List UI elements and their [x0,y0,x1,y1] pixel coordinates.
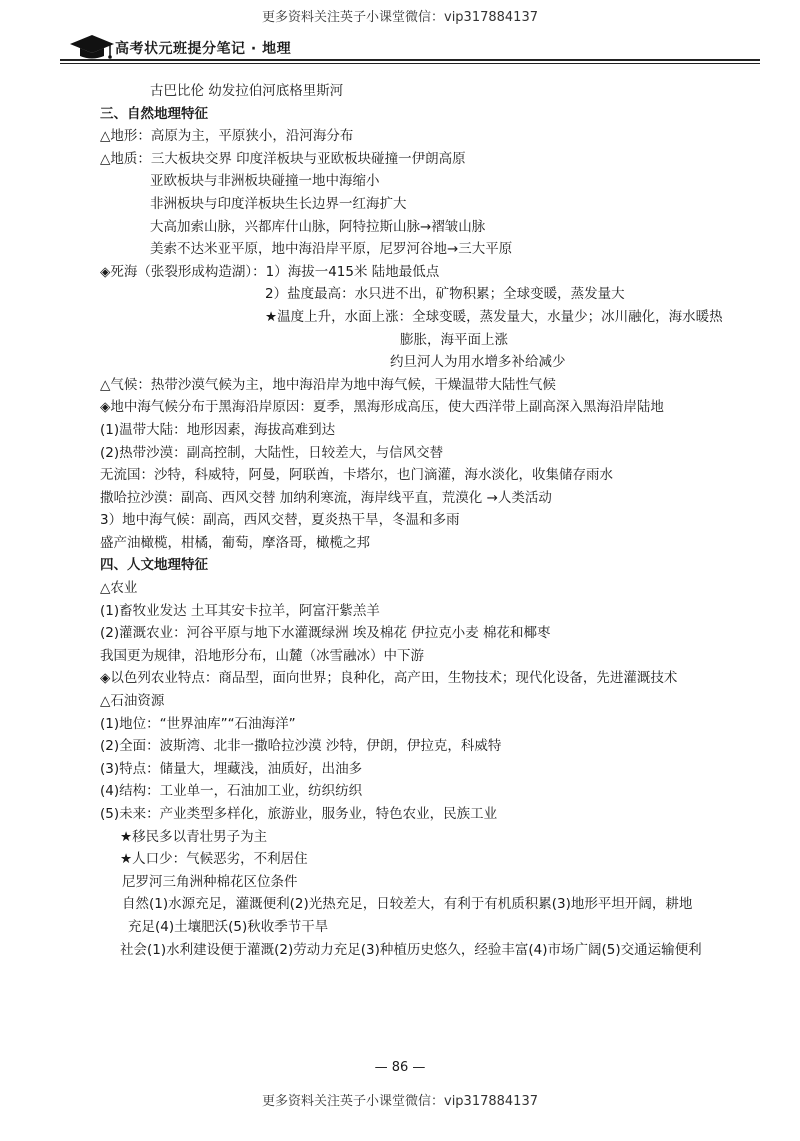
page-header [60,28,760,62]
text-line: (2)全面：波斯湾、北非一撒哈拉沙漠 沙特，伊朗，伊拉克，科威特 [100,738,502,755]
text-line: △农业 [100,580,138,597]
text-line: 社会(1)水利建设便于灌溉(2)劳动力充足(3)种植历史悠久，经验丰富(4)市场广阔(5)交通运输便利 [120,941,702,958]
text-line: (1)地位：“世界油库”“石油海洋” [100,715,296,732]
text-line: ★人口少：气候恶劣，不利居住 [120,851,308,868]
text-line: 2）盐度最高：水只进不出，矿物积累；全球变暖，蒸发量大 [265,286,625,303]
section-heading: 四、人文地理特征 [100,557,208,574]
text-line: 尼罗河三角洲种棉花区位条件 [122,873,298,890]
text-line: 撒哈拉沙漠：副高、西风交替 加纳利寒流，海岸线平直，荒漠化 →人类活动 [100,489,552,506]
text-line: △气候：热带沙漠气候为主，地中海沿岸为地中海气候，干燥温带大陆性气候 [100,376,556,393]
text-line: 充足(4)土壤肥沃(5)秋收季节干旱 [128,918,329,935]
text-line: 盛产油橄榄，柑橘，葡萄，摩洛哥，橄榄之邦 [100,534,370,551]
text-line: 非洲板块与印度洋板块生长边界一红海扩大 [150,195,407,212]
graduation-cap-icon [68,32,116,60]
text-line: ◈地中海气候分布于黑海沿岸原因：夏季，黑海形成高压，使大西洋带上副高深入黑海沿岸陆地 [100,399,664,416]
header-title: 高考状元班提分笔记 · 地理 [115,41,292,57]
text-line: ◈死海（张裂形成构造湖）：1）海拔一415米 陆地最低点 [100,263,440,280]
text-line: ◈以色列农业特点：商品型，面向世界；良种化，高产田，生物技术；现代化设备，先进灌溉技术 [100,670,678,687]
text-line: 我国更为规律，沿地形分布，山麓（冰雪融冰）中下游 [100,647,424,664]
notes-body [100,80,740,961]
text-line: △地形：高原为主，平原狭小，沿河海分布 [100,128,354,145]
text-line: △石油资源 [100,693,165,710]
text-line: (1)温带大陆：地形因素，海拔高难到达 [100,421,336,438]
header-rule-thin [60,63,760,64]
text-line: 大高加索山脉，兴都库什山脉，阿特拉斯山脉→褶皱山脉 [150,218,486,235]
text-line: 美索不达米亚平原，地中海沿岸平原，尼罗河谷地→三大平原 [150,241,513,258]
text-line: ★温度上升，水面上涨：全球变暖，蒸发量大，水量少；冰川融化，海水暖热 [265,308,723,325]
text-line: 膨胀，海平面上涨 [400,331,508,348]
text-line: 自然(1)水源充足，灌溉便利(2)光热充足，日较差大，有利于有机质积累(3)地形平坦开阔，耕地 [122,896,693,913]
watermark-top: 更多资料关注英子小课堂微信：vip317884137 [262,10,538,25]
text-line: ★移民多以青壮男子为主 [120,828,268,845]
text-line: 亚欧板块与非洲板块碰撞一地中海缩小 [150,173,380,190]
header-rule [60,59,760,61]
text-line: △地质：三大板块交界 印度洋板块与亚欧板块碰撞一伊朗高原 [100,150,466,167]
text-line: (2)灌溉农业：河谷平原与地下水灌溉绿洲 埃及棉花 伊拉克小麦 棉花和椰枣 [100,625,551,642]
text-line: (4)结构：工业单一，石油加工业，纺织纺织 [100,783,363,800]
watermark-bottom: 更多资料关注英子小课堂微信：vip317884137 [262,1094,538,1109]
text-line: (1)畜牧业发达 土耳其安卡拉羊，阿富汗紫羔羊 [100,602,380,619]
page-number: — 86 — [374,1060,426,1075]
text-line: 古巴比伦 幼发拉伯河底格里斯河 [150,83,344,99]
text-line: (5)未来：产业类型多样化，旅游业，服务业，特色农业，民族工业 [100,806,498,822]
text-line: 3）地中海气候：副高，西风交替，夏炎热干旱，冬温和多雨 [100,512,460,529]
text-line: 约旦河人为用水增多补给减少 [390,354,566,371]
text-line: (2)热带沙漠：副高控制，大陆性，日较差大，与信风交替 [100,444,444,461]
section-heading: 三、自然地理特征 [100,105,208,122]
text-line: (3)特点：储量大，埋藏浅，油质好，出油多 [100,760,363,777]
text-line: 无流国：沙特，科威特，阿曼，阿联酋，卡塔尔，也门滴灌，海水淡化，收集储存雨水 [100,467,613,484]
